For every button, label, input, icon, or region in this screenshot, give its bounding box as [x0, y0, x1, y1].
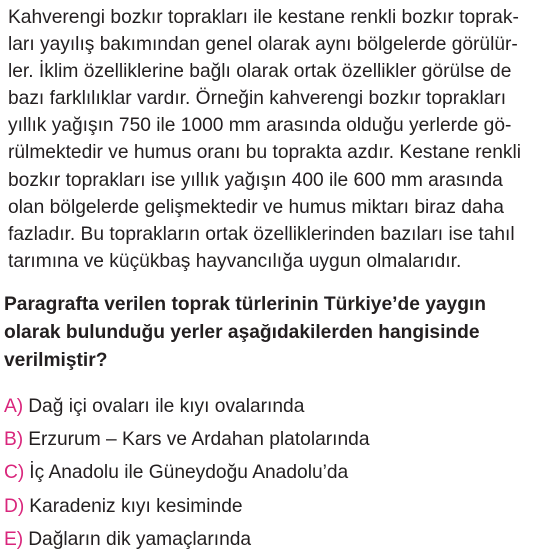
option-text: Karadeniz kıyı kesiminde [29, 495, 243, 517]
option-e[interactable] [4, 523, 532, 556]
option-text: İç Anadolu ile Güneydoğu Anadolu’da [29, 462, 349, 484]
passage-line: ları yayılış bakımından genel olarak aynı bölgelerde görülür- [8, 34, 518, 56]
passage-line: olan bölgelerde gelişmektedir ve humus miktarı biraz daha [8, 196, 504, 218]
option-b[interactable] [4, 423, 532, 456]
option-letter: A) [4, 396, 24, 417]
passage-line: yıllık yağışın 750 ile 1000 mm arasında olduğu yerlerde gö- [8, 115, 512, 137]
passage-line: fazladır. Bu toprakların ortak özelliklerinden bazıları ise tahıl [8, 223, 515, 245]
option-text: Dağ içi ovaları ile kıyı ovalarında [28, 396, 305, 417]
option-c[interactable] [4, 456, 532, 489]
option-d[interactable] [4, 490, 532, 523]
passage-line: bazı farklılıklar vardır. Örneğin kahverengi bozkır toprakları [8, 88, 507, 110]
option-letter: D) [4, 495, 25, 517]
question-line: olarak bulunduğu yerler aşağıdakilerden hangisinde [4, 321, 480, 343]
option-text: Erzurum – Kars ve Ardahan platolarında [28, 429, 370, 451]
answer-options [4, 390, 532, 556]
passage-line: tarımına ve küçükbaş hayvancılığa uygun olmalarıdır. [8, 250, 462, 272]
question-line: Paragrafta verilen toprak türlerinin Türkiye’de yaygın [4, 294, 486, 315]
question-line: verilmiştir? [4, 349, 108, 371]
option-letter: B) [4, 429, 24, 451]
passage-line: bozkır toprakları ise yıllık yağışın 400 ile 600 mm arasında [8, 169, 503, 191]
passage-paragraph [8, 4, 532, 275]
passage-line: rülmektedir ve humus oranı bu toprakta azdır. Kestane renkli [8, 142, 521, 164]
option-letter: E) [4, 528, 24, 550]
option-letter: C) [4, 462, 25, 484]
question-stem [4, 291, 532, 374]
passage-line: ler. İklim özelliklerine bağlı olarak ortak özellikler görülse de [8, 61, 512, 83]
passage-line: Kahverengi bozkır toprakları ile kestane renkli bozkır toprak- [8, 7, 519, 28]
option-a[interactable] [4, 390, 532, 423]
option-text: Dağların dik yamaçlarında [28, 528, 252, 550]
